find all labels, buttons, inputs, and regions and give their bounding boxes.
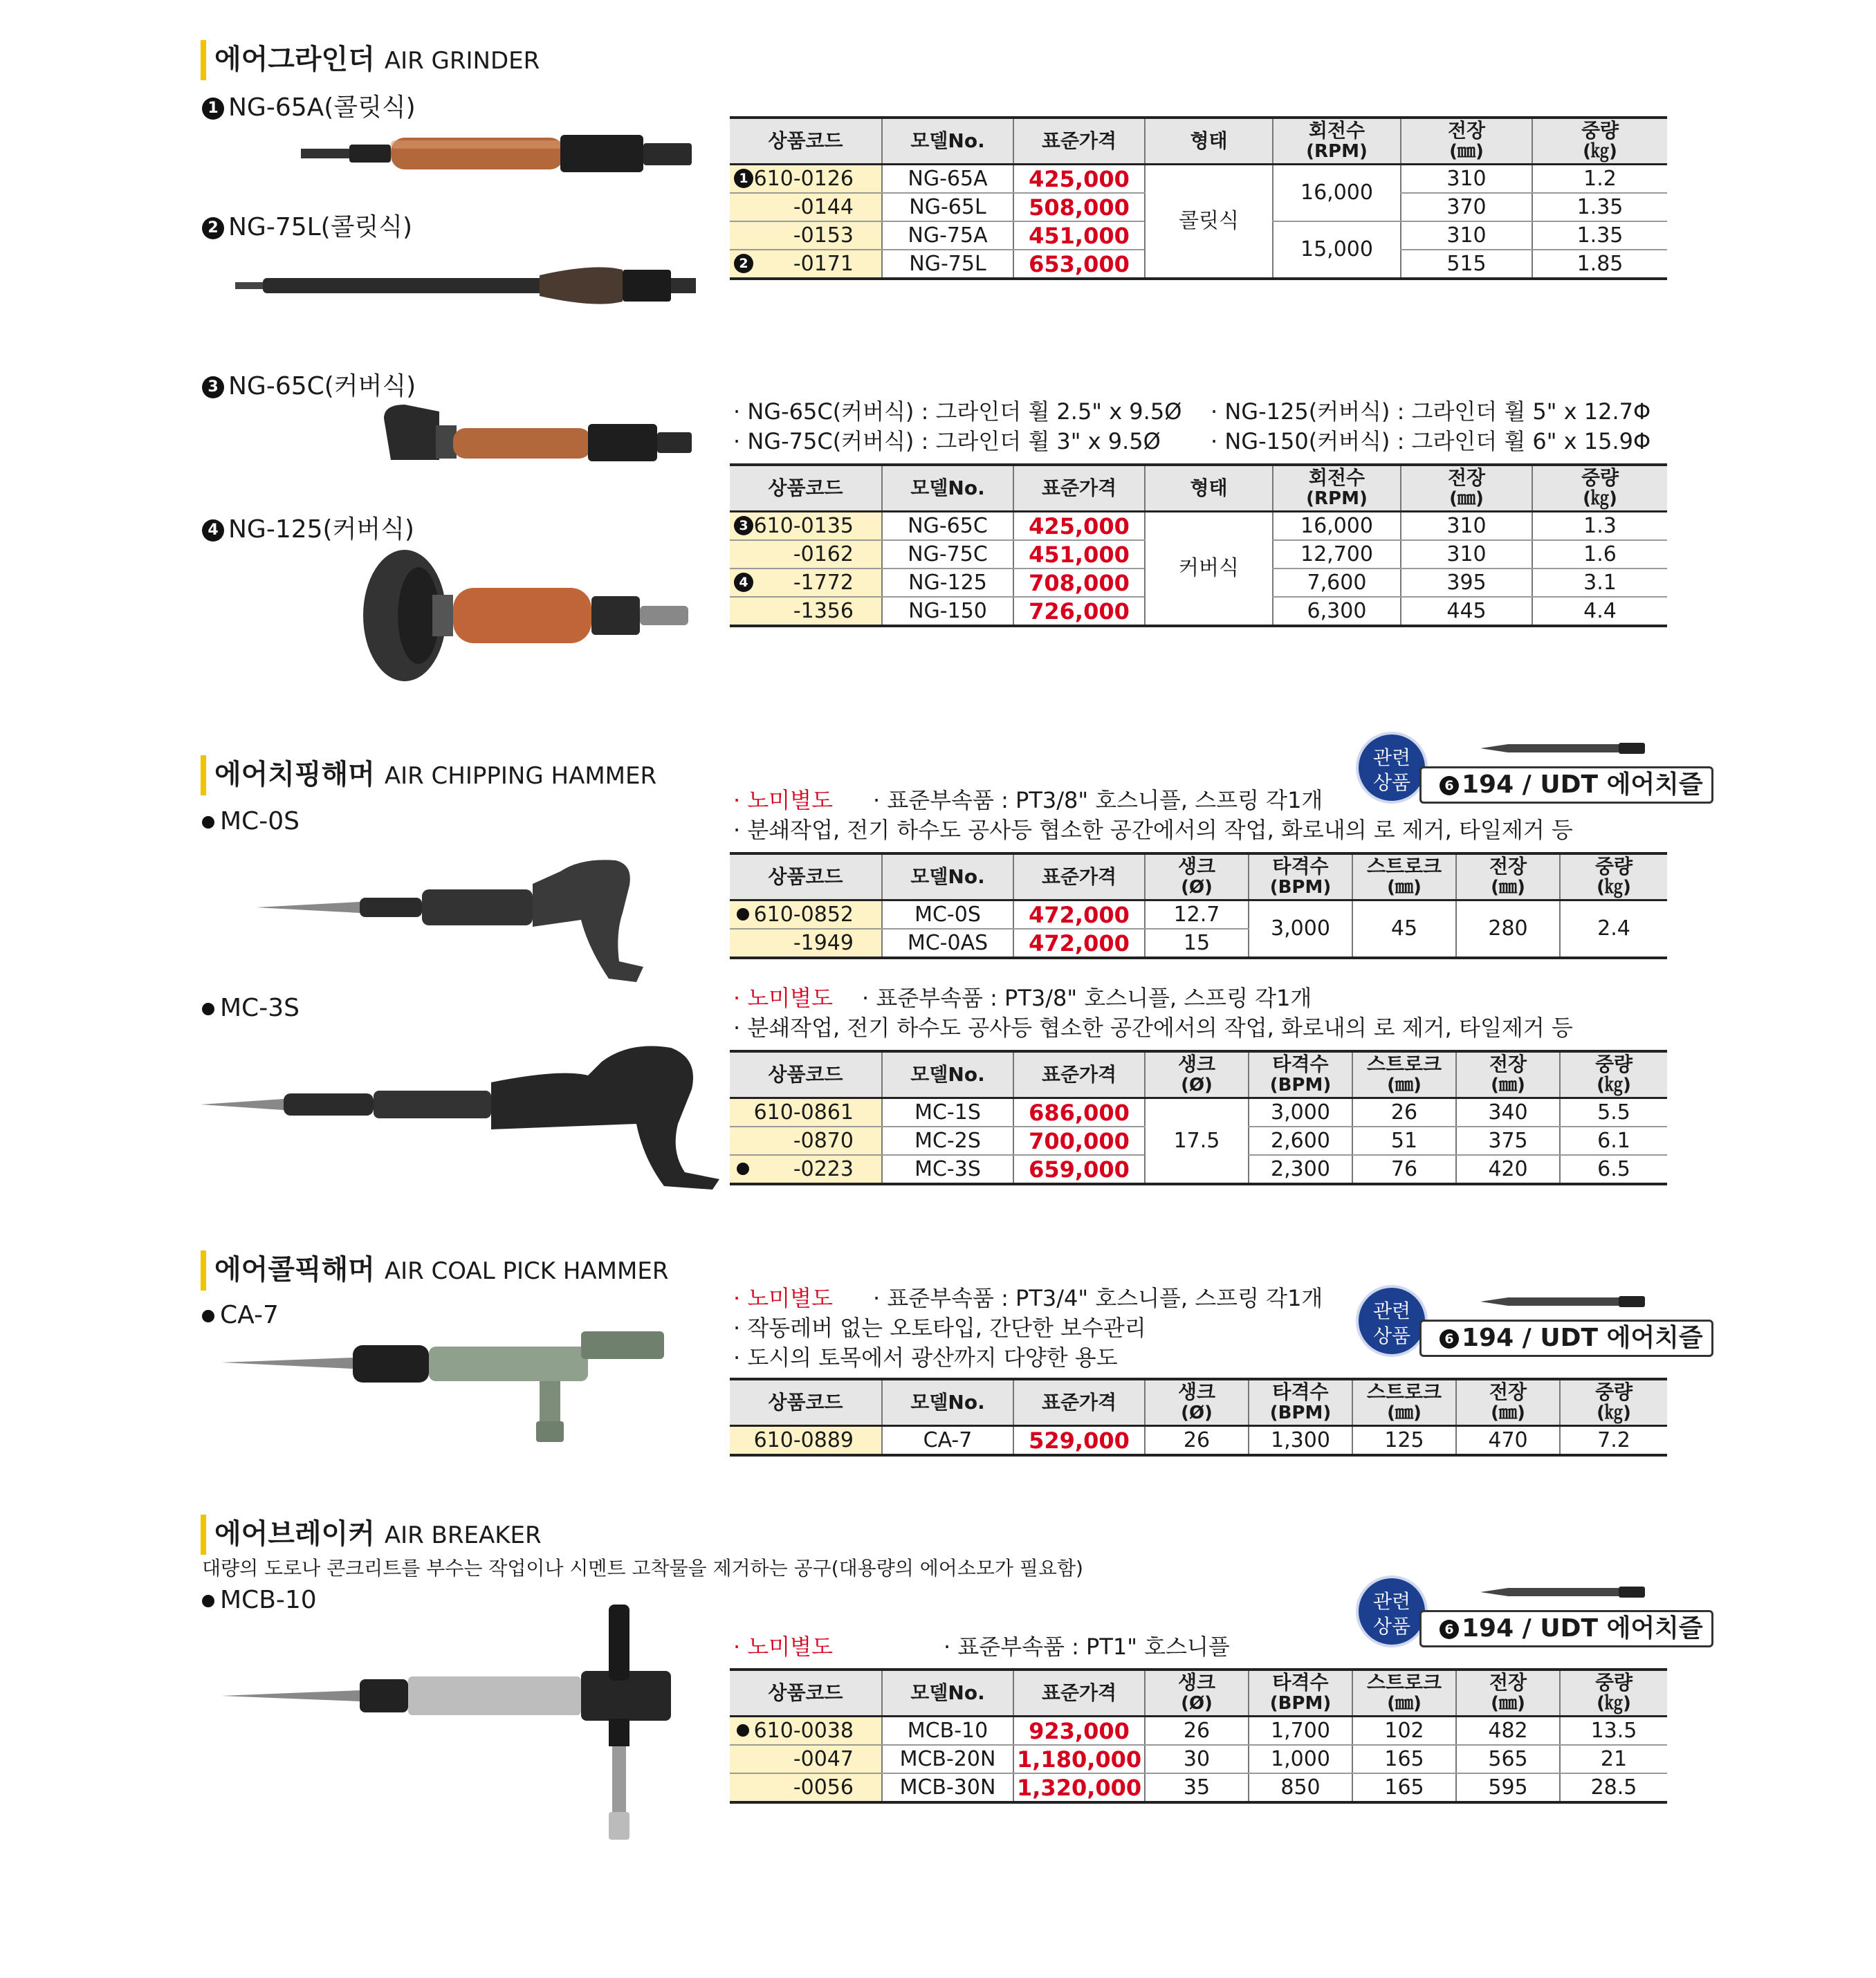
related-badge: 관련 상품	[1356, 1285, 1428, 1357]
table-row: 610-0889 CA-7 529,000 26 1,300 125 470 7.2	[730, 1426, 1667, 1456]
table-grinder-collet	[730, 116, 1667, 280]
label-mc0s: MC-0S	[202, 805, 300, 838]
hammer-ca7-image	[221, 1324, 664, 1445]
chisel-icon	[1480, 1585, 1646, 1599]
table-header: 상품코드 모델No. 표준가격 생크 (Ø) 타격수 (BPM) 스트로크 (㎜) 전장 (㎜) 중량 (㎏)	[730, 1051, 1667, 1098]
grinder-note-4: · NG-150(커버식) : 그라인더 휠 6" x 15.9Φ	[1211, 428, 1651, 454]
marker-4: 4	[202, 519, 224, 542]
table-row: 1 610-0126 NG-65A 425,000 콜릿식 16,000 310 1.2	[730, 165, 1667, 194]
table-header: 상품코드 모델No. 표준가격 생크 (Ø) 타격수 (BPM) 스트로크 (㎜) 전장 (㎜) 중량 (㎏)	[730, 1670, 1667, 1717]
section-title-breaker: 에어브레이커 AIR BREAKER	[201, 1515, 542, 1555]
table-breaker	[730, 1668, 1667, 1804]
coal-note-2: · 작동레버 없는 오토타입, 간단한 보수관리	[733, 1315, 1146, 1341]
chip-note-2: · 분쇄작업, 전기 하수도 공사등 협소한 공간에서의 작업, 화로내의 로 제거, 타일제거 등	[733, 817, 1573, 843]
label-ng65c: 3 NG-65C(커버식)	[202, 370, 416, 403]
chip-note-1: · 노미별도 · 표준부속품 : PT3/8" 호스니플, 스프링 각1개	[733, 787, 1323, 813]
table-coal-pick	[730, 1378, 1667, 1457]
related-badge: 관련 상품	[1356, 1575, 1428, 1647]
bullet-icon	[202, 1595, 214, 1607]
table-header: 상품코드 모델No. 표준가격 형태 회전수 (RPM) 전장 (㎜) 중량 (㎏)	[730, 118, 1667, 165]
table-row: -0144 NG-65L 508,000 370 1.35	[730, 193, 1667, 221]
hammer-mc3s-image	[201, 1041, 726, 1190]
table-row: -0056 MCB-30N 1,320,000 35 850 165 595 28.5	[730, 1773, 1667, 1802]
coal-note-3: · 도시의 토목에서 광산까지 다양한 용도	[733, 1344, 1118, 1371]
bullet-icon	[202, 1003, 214, 1015]
grinder-ng65a-image	[301, 128, 695, 180]
bullet-icon	[202, 1310, 214, 1322]
hammer-mc0s-image	[256, 844, 699, 989]
table-chipping-mc0s	[730, 852, 1667, 959]
grinder-note-2: · NG-125(커버식) : 그라인더 휠 5" x 12.7Φ	[1211, 398, 1651, 425]
table-row: -0870 MC-2S 700,000 2,600 51 375 6.1	[730, 1127, 1667, 1155]
grinder-ng125-image	[363, 546, 695, 685]
related-badge: 관련 상품	[1356, 732, 1428, 804]
table-chipping-mc	[730, 1050, 1667, 1185]
chisel-icon	[1480, 1295, 1646, 1309]
table-row: -0153 NG-75A 451,000 15,000 310 1.35	[730, 221, 1667, 250]
table-grinder-cover	[730, 463, 1667, 627]
chip-note-3: · 노미별도 · 표준부속품 : PT3/8" 호스니플, 스프링 각1개	[733, 985, 1312, 1011]
table-row: -0047 MCB-20N 1,180,000 30 1,000 165 565 21	[730, 1745, 1667, 1773]
table-row: 3 610-0135 NG-65C 425,000 커버식 16,000 310 1.3	[730, 512, 1667, 541]
table-row: 4 -1772 NG-125 708,000 7,600 395 3.1	[730, 569, 1667, 597]
label-mc3s: MC-3S	[202, 992, 300, 1025]
table-header: 상품코드 모델No. 표준가격 생크 (Ø) 타격수 (BPM) 스트로크 (㎜) 전장 (㎜) 중량 (㎏)	[730, 853, 1667, 900]
breaker-description: 대량의 도로나 콘크리트를 부수는 작업이나 시멘트 고착물을 제거하는 공구(대용량의 에어소모가 필요함)	[202, 1557, 1083, 1580]
table-row: 610-0852 MC-0S 472,000 12.7 3,000 45 280 2.4	[730, 900, 1667, 930]
marker-3: 3	[202, 376, 224, 398]
grinder-note-1: · NG-65C(커버식) : 그라인더 휠 2.5" x 9.5Ø	[733, 398, 1182, 425]
table-row: -1356 NG-150 726,000 6,300 445 4.4	[730, 597, 1667, 626]
breaker-mcb10-image	[221, 1605, 692, 1840]
marker-2: 2	[202, 217, 224, 239]
label-ng125: 4 NG-125(커버식)	[202, 513, 414, 546]
section-title-chipping: 에어치핑해머 AIR CHIPPING HAMMER	[201, 755, 656, 795]
label-ng65a: 1 NG-65A(콜릿식)	[202, 91, 416, 124]
marker-1: 1	[202, 98, 224, 120]
table-header: 상품코드 모델No. 표준가격 형태 회전수 (RPM) 전장 (㎜) 중량 (㎏)	[730, 465, 1667, 512]
table-row: 2 -0171 NG-75L 653,000 515 1.85	[730, 250, 1667, 279]
label-ca7: CA-7	[202, 1299, 279, 1332]
coal-note-1: · 노미별도 · 표준부속품 : PT3/4" 호스니플, 스프링 각1개	[733, 1285, 1323, 1311]
grinder-ng75l-image	[235, 263, 699, 311]
label-mcb10: MCB-10	[202, 1584, 317, 1617]
chisel-icon	[1480, 741, 1646, 755]
table-row: -0162 NG-75C 451,000 12,700 310 1.6	[730, 540, 1667, 569]
section-title-grinder: 에어그라인더 AIR GRINDER	[201, 40, 540, 80]
bullet-icon	[202, 816, 214, 829]
table-row: 610-0861 MC-1S 686,000 17.5 3,000 26 340 5.5	[730, 1098, 1667, 1127]
table-row: -1949 MC-0AS 472,000 15	[730, 929, 1667, 958]
table-row: -0223 MC-3S 659,000 2,300 76 420 6.5	[730, 1155, 1667, 1184]
section-title-coal: 에어콜픽해머 AIR COAL PICK HAMMER	[201, 1250, 668, 1291]
grinder-ng65c-image	[384, 405, 695, 481]
table-row: 610-0038 MCB-10 923,000 26 1,700 102 482 13.5	[730, 1717, 1667, 1746]
label-ng75l: 2 NG-75L(콜릿식)	[202, 211, 412, 244]
table-header: 상품코드 모델No. 표준가격 생크 (Ø) 타격수 (BPM) 스트로크 (㎜) 전장 (㎜) 중량 (㎏)	[730, 1379, 1667, 1426]
grinder-note-3: · NG-75C(커버식) : 그라인더 휠 3" x 9.5Ø	[733, 428, 1161, 454]
chip-note-4: · 분쇄작업, 전기 하수도 공사등 협소한 공간에서의 작업, 화로내의 로 제거, 타일제거 등	[733, 1015, 1573, 1041]
breaker-note: · 노미별도 · 표준부속품 : PT1" 호스니플	[733, 1634, 1230, 1660]
